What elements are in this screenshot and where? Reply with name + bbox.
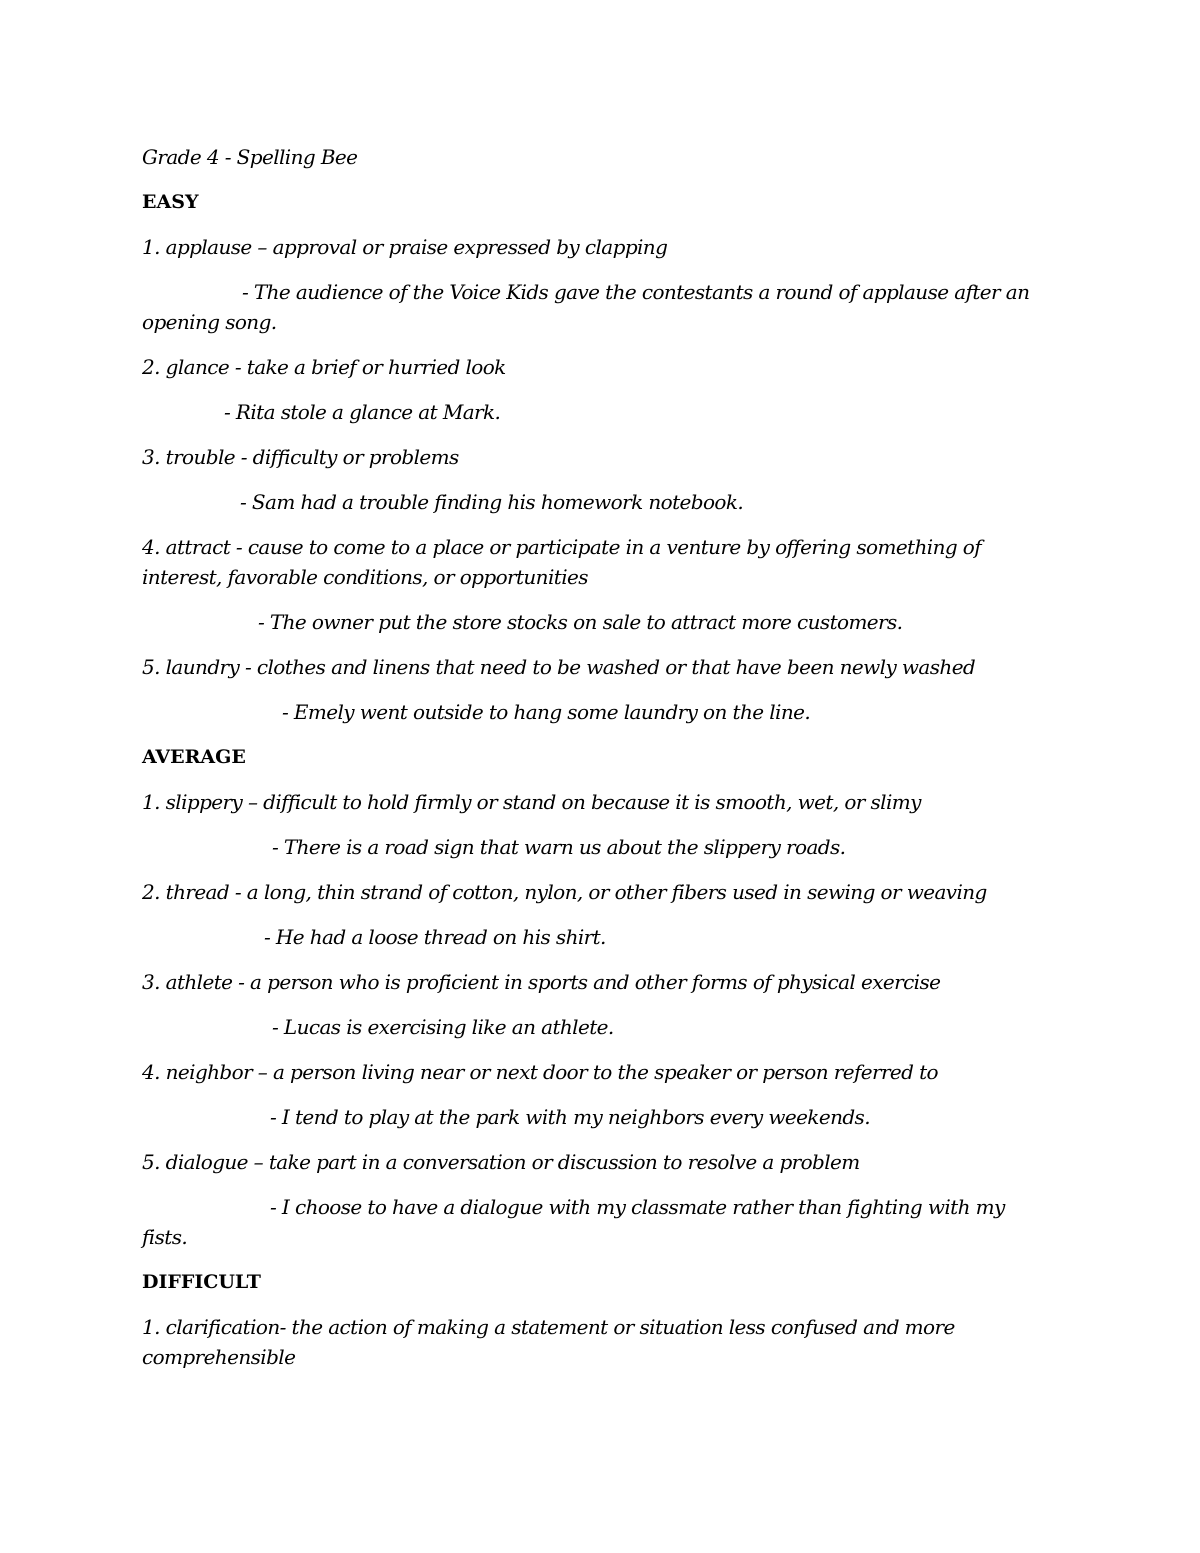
example-sentence: - Lucas is exercising like an athlete. <box>272 1015 614 1039</box>
word-entry-neighbor <box>142 1057 1042 1087</box>
word-example-athlete <box>142 1012 1042 1042</box>
word-example-glance <box>142 397 1042 427</box>
word-definition: 4. neighbor – a person living near or next door to the speaker or person referred to <box>142 1060 938 1084</box>
word-definition: 3. athlete - a person who is proficient in sports and other forms of physical exercise <box>142 970 941 994</box>
word-definition-continued: interest, favorable conditions, or opportunities <box>142 565 588 589</box>
section-heading-difficult: DIFFICULT <box>142 1271 261 1293</box>
example-sentence-continued: opening song. <box>142 310 277 334</box>
example-sentence-continued: fists. <box>142 1225 188 1249</box>
word-example-dialogue <box>142 1192 1042 1252</box>
word-entry-applause <box>142 232 1042 262</box>
document-title: Grade 4 - Spelling Bee <box>142 145 358 169</box>
word-example-neighbor <box>142 1102 1042 1132</box>
word-entry-attract <box>142 532 1042 592</box>
word-entry-glance <box>142 352 1042 382</box>
section-heading-easy: EASY <box>142 191 199 213</box>
example-sentence: - Emely went outside to hang some laundry on the line. <box>282 700 811 724</box>
word-example-attract <box>142 607 1042 637</box>
word-entry-trouble <box>142 442 1042 472</box>
word-entry-clarification <box>142 1312 1042 1372</box>
example-sentence: - The owner put the store stocks on sale to attract more customers. <box>258 610 903 634</box>
word-definition: 3. trouble - difficulty or problems <box>142 445 459 469</box>
word-definition: 2. thread - a long, thin strand of cotton, nylon, or other fibers used in sewing or weaving <box>142 880 987 904</box>
word-definition: 1. applause – approval or praise expressed by clapping <box>142 235 668 259</box>
example-sentence: - Rita stole a glance at Mark. <box>224 400 501 424</box>
example-sentence: - Sam had a trouble finding his homework notebook. <box>240 490 744 514</box>
word-example-trouble <box>142 487 1042 517</box>
example-sentence: - He had a loose thread on his shirt. <box>264 925 606 949</box>
example-sentence: - There is a road sign that warn us about the slippery roads. <box>272 835 846 859</box>
word-definition: 2. glance - take a brief or hurried look <box>142 355 506 379</box>
word-definition: 5. dialogue – take part in a conversation or discussion to resolve a problem <box>142 1150 860 1174</box>
word-example-thread <box>142 922 1042 952</box>
word-entry-slippery <box>142 787 1042 817</box>
document-page <box>142 142 1042 1387</box>
word-example-laundry <box>142 697 1042 727</box>
word-example-applause <box>142 277 1042 337</box>
word-entry-thread <box>142 877 1042 907</box>
word-example-slippery <box>142 832 1042 862</box>
example-sentence: - I tend to play at the park with my neighbors every weekends. <box>270 1105 870 1129</box>
word-definition: 4. attract - cause to come to a place or participate in a venture by offering something of <box>142 535 982 559</box>
word-definition: 5. laundry - clothes and linens that need to be washed or that have been newly washed <box>142 655 976 679</box>
example-sentence: - I choose to have a dialogue with my classmate rather than fighting with my <box>270 1195 1005 1219</box>
word-definition: 1. clarification- the action of making a statement or situation less confused and more <box>142 1315 955 1339</box>
word-definition-continued: comprehensible <box>142 1345 296 1369</box>
section-heading-average: AVERAGE <box>142 746 246 768</box>
example-sentence: - The audience of the Voice Kids gave the contestants a round of applause after an <box>242 280 1030 304</box>
word-entry-athlete <box>142 967 1042 997</box>
word-definition: 1. slippery – difficult to hold firmly or stand on because it is smooth, wet, or slimy <box>142 790 921 814</box>
word-entry-laundry <box>142 652 1042 682</box>
word-entry-dialogue <box>142 1147 1042 1177</box>
